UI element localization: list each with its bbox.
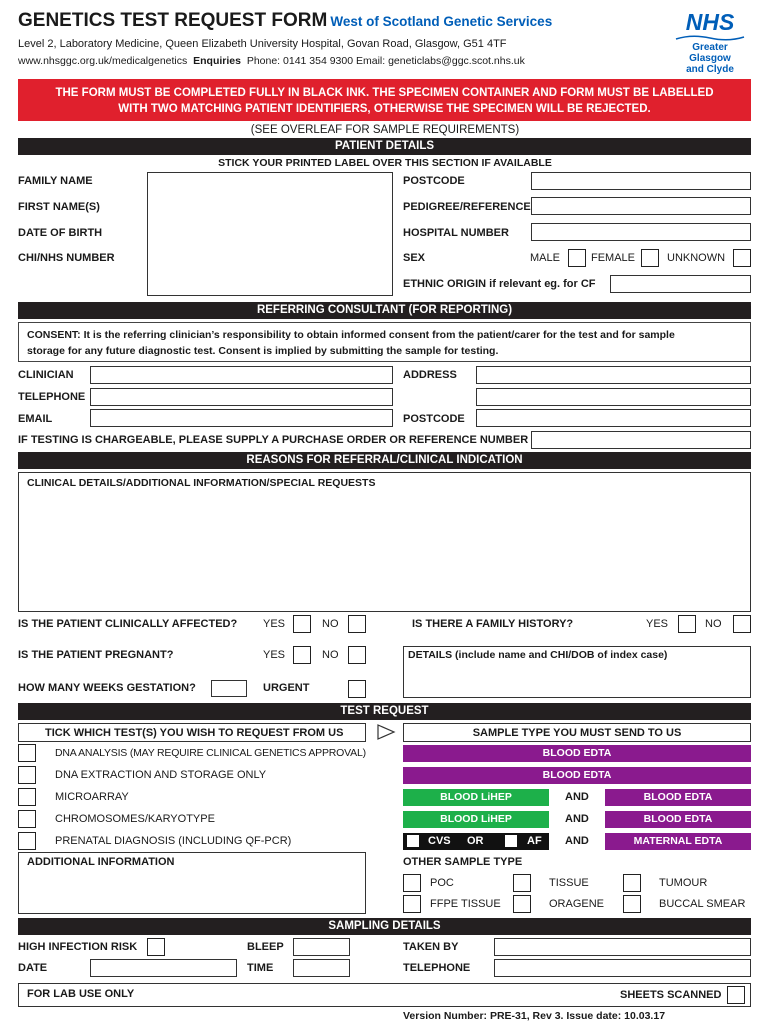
family-history-yes-label: YES bbox=[646, 618, 669, 630]
address-label: ADDRESS bbox=[403, 369, 457, 381]
form-title bbox=[18, 10, 552, 32]
taken-by-field[interactable] bbox=[494, 938, 751, 956]
tumour-label: TUMOUR bbox=[659, 877, 708, 889]
test-request-bar: TEST REQUEST bbox=[18, 703, 751, 720]
af-label: AF bbox=[527, 835, 542, 847]
ffpe-label: FFPE TISSUE bbox=[430, 898, 501, 910]
email-label: EMAIL bbox=[18, 413, 53, 425]
time-label: TIME bbox=[247, 962, 274, 974]
ffpe-checkbox[interactable] bbox=[403, 895, 421, 913]
warning-line1: THE FORM MUST BE COMPLETED FULLY IN BLACK INK. THE SPECIMEN CONTAINER AND FORM MUST BE LABELLED bbox=[55, 87, 714, 99]
affected-yes-label: YES bbox=[263, 618, 286, 630]
sampling-telephone-field[interactable] bbox=[494, 959, 751, 977]
address-field-2[interactable] bbox=[476, 388, 751, 406]
version-footer: Version Number: PRE-31, Rev 3. Issue date: 10.03.17 bbox=[403, 1010, 666, 1022]
high-risk-checkbox[interactable] bbox=[147, 938, 165, 956]
tick-tests-label: TICK WHICH TEST(S) YOU WISH TO REQUEST FROM US bbox=[45, 727, 344, 739]
chromosomes-checkbox[interactable] bbox=[18, 810, 36, 828]
consent-line1: CONSENT: It is the referring clinician’s responsibility to obtain informed consent from the patient/carer for the test and for sample bbox=[27, 329, 675, 341]
hospital-number-field[interactable] bbox=[531, 223, 751, 241]
clinician-label: CLINICIAN bbox=[18, 369, 74, 381]
consent-line2: storage for any future diagnostic test. Consent is implied by submitting the sample for testing. bbox=[27, 345, 499, 357]
nhs-logo-text: NHS bbox=[685, 9, 735, 35]
sheets-scanned-label: SHEETS SCANNED bbox=[620, 989, 722, 1001]
patient-postcode-label: POSTCODE bbox=[403, 175, 465, 187]
microarray-and: AND bbox=[565, 791, 589, 803]
dna-analysis-sample: BLOOD EDTA bbox=[403, 745, 751, 762]
additional-info-label: ADDITIONAL INFORMATION bbox=[27, 856, 175, 868]
unknown-label: UNKNOWN bbox=[667, 252, 726, 264]
pedigree-label: PEDIGREE/REFERENCE bbox=[403, 201, 531, 213]
pregnant-yes-checkbox[interactable] bbox=[293, 646, 311, 664]
reasons-bar: REASONS FOR REFERRAL/CLINICAL INDICATION bbox=[18, 452, 751, 469]
family-history-label: IS THERE A FAMILY HISTORY? bbox=[412, 618, 574, 630]
family-history-no-checkbox[interactable] bbox=[733, 615, 751, 633]
affected-no-checkbox[interactable] bbox=[348, 615, 366, 633]
microarray-checkbox[interactable] bbox=[18, 788, 36, 806]
urgent-checkbox[interactable] bbox=[348, 680, 366, 698]
high-risk-label: HIGH INFECTION RISK bbox=[18, 941, 138, 953]
telephone-field[interactable] bbox=[90, 388, 393, 406]
address-line: Level 2, Laboratory Medicine, Queen Elizabeth University Hospital, Govan Road, Glasgow, G51 4TF bbox=[18, 38, 507, 50]
poc-checkbox[interactable] bbox=[403, 874, 421, 892]
chromosomes-sample-lihep: BLOOD LiHEP bbox=[403, 811, 549, 828]
arrow-right-icon bbox=[376, 723, 396, 741]
or-label: OR bbox=[467, 835, 484, 847]
prenatal-label: PRENATAL DIAGNOSIS (INCLUDING QF-PCR) bbox=[55, 835, 292, 847]
time-field[interactable] bbox=[293, 959, 350, 977]
male-checkbox[interactable] bbox=[568, 249, 586, 267]
title: GENETICS TEST REQUEST FORM bbox=[18, 10, 328, 31]
date-label: DATE bbox=[18, 962, 48, 974]
subtitle: West of Scotland Genetic Services bbox=[330, 14, 553, 29]
bleep-label: BLEEP bbox=[247, 941, 284, 953]
pregnant-no-checkbox[interactable] bbox=[348, 646, 366, 664]
gestation-field[interactable] bbox=[211, 680, 247, 697]
tissue-checkbox[interactable] bbox=[513, 874, 531, 892]
contact-line bbox=[18, 55, 525, 68]
affected-no-label: NO bbox=[322, 618, 339, 630]
gestation-label: HOW MANY WEEKS GESTATION? bbox=[18, 682, 196, 694]
af-checkbox[interactable] bbox=[505, 835, 517, 847]
affected-label: IS THE PATIENT CLINICALLY AFFECTED? bbox=[18, 618, 238, 630]
family-history-no-label: NO bbox=[705, 618, 722, 630]
affected-yes-checkbox[interactable] bbox=[293, 615, 311, 633]
date-field[interactable] bbox=[90, 959, 237, 977]
prenatal-and: AND bbox=[565, 835, 589, 847]
ethnic-origin-field[interactable] bbox=[610, 275, 751, 293]
warning-banner bbox=[18, 79, 751, 121]
buccal-label: BUCCAL SMEAR bbox=[659, 898, 746, 910]
unknown-checkbox[interactable] bbox=[733, 249, 751, 267]
referring-postcode-field[interactable] bbox=[476, 409, 751, 427]
female-checkbox[interactable] bbox=[641, 249, 659, 267]
dna-analysis-label: DNA ANALYSIS (MAY REQUIRE CLINICAL GENETICS APPROVAL) bbox=[55, 747, 366, 759]
dna-analysis-checkbox[interactable] bbox=[18, 744, 36, 762]
hospital-number-label: HOSPITAL NUMBER bbox=[403, 227, 509, 239]
chromosomes-sample-edta: BLOOD EDTA bbox=[605, 811, 751, 828]
warning-line2: WITH TWO MATCHING PATIENT IDENTIFIERS, OTHERWISE THE SPECIMEN WILL BE REJECTED. bbox=[118, 103, 651, 115]
referring-consultant-bar: REFERRING CONSULTANT (FOR REPORTING) bbox=[18, 302, 751, 319]
cvs-label: CVS bbox=[428, 835, 451, 847]
sample-type-label: SAMPLE TYPE YOU MUST SEND TO US bbox=[472, 727, 682, 739]
pedigree-field[interactable] bbox=[531, 197, 751, 215]
patient-postcode-field[interactable] bbox=[531, 172, 751, 190]
consent-box bbox=[18, 322, 751, 362]
sampling-details-bar: SAMPLING DETAILS bbox=[18, 918, 751, 935]
chromosomes-label: CHROMOSOMES/KARYOTYPE bbox=[55, 813, 215, 825]
clinical-details-field[interactable] bbox=[18, 472, 751, 612]
clinical-details-label: CLINICAL DETAILS/ADDITIONAL INFORMATION/SPECIAL REQUESTS bbox=[27, 477, 376, 489]
dna-extraction-checkbox[interactable] bbox=[18, 766, 36, 784]
microarray-sample-lihep: BLOOD LiHEP bbox=[403, 789, 549, 806]
referring-postcode-label: POSTCODE bbox=[403, 413, 465, 425]
pregnant-no-label: NO bbox=[322, 649, 339, 661]
poc-label: POC bbox=[430, 877, 454, 889]
contact: Phone: 0141 354 9300 Email: geneticlabs@ggc.scot.nhs.uk bbox=[246, 55, 525, 67]
microarray-label: MICROARRAY bbox=[55, 791, 129, 803]
chargeable-label: IF TESTING IS CHARGEABLE, PLEASE SUPPLY A PURCHASE ORDER OR REFERENCE NUMBER bbox=[18, 434, 529, 446]
prenatal-checkbox[interactable] bbox=[18, 832, 36, 850]
microarray-sample-edta: BLOOD EDTA bbox=[605, 789, 751, 806]
sampling-telephone-label: TELEPHONE bbox=[403, 962, 471, 974]
taken-by-label: TAKEN BY bbox=[403, 941, 459, 953]
oragene-label: ORAGENE bbox=[549, 898, 605, 910]
website: www.nhsggc.org.uk/medicalgenetics bbox=[18, 55, 188, 67]
telephone-label: TELEPHONE bbox=[18, 391, 86, 403]
address-field-1[interactable] bbox=[476, 366, 751, 384]
pregnant-label: IS THE PATIENT PREGNANT? bbox=[18, 649, 174, 661]
buccal-checkbox[interactable] bbox=[623, 895, 641, 913]
nhs-logo bbox=[670, 9, 750, 75]
female-label: FEMALE bbox=[591, 252, 636, 264]
nhs-logo-sub1: Greater Glasgow bbox=[689, 42, 731, 64]
logo-wave-icon bbox=[674, 34, 746, 42]
nhs-logo-sub2: and Clyde bbox=[686, 64, 734, 75]
chi-label: CHI/NHS NUMBER bbox=[18, 252, 115, 264]
overleaf-note: (SEE OVERLEAF FOR SAMPLE REQUIREMENTS) bbox=[250, 124, 520, 136]
oragene-checkbox[interactable] bbox=[513, 895, 531, 913]
patient-details-bar: PATIENT DETAILS bbox=[18, 138, 751, 155]
email-field[interactable] bbox=[90, 409, 393, 427]
urgent-label: URGENT bbox=[263, 682, 310, 694]
ethnic-origin-label: ETHNIC ORIGIN if relevant eg. for CF bbox=[403, 278, 596, 290]
family-history-yes-checkbox[interactable] bbox=[678, 615, 696, 633]
chromosomes-and: AND bbox=[565, 813, 589, 825]
patient-label-area[interactable] bbox=[147, 172, 393, 296]
enquiries-label: Enquiries bbox=[193, 55, 241, 67]
prenatal-sample-maternal: MATERNAL EDTA bbox=[605, 833, 751, 850]
sheets-scanned-checkbox[interactable] bbox=[727, 986, 745, 1004]
dob-label: DATE OF BIRTH bbox=[18, 227, 103, 239]
male-label: MALE bbox=[530, 252, 560, 264]
purchase-order-field[interactable] bbox=[531, 431, 751, 449]
sex-label: SEX bbox=[403, 252, 426, 264]
cvs-checkbox[interactable] bbox=[407, 835, 419, 847]
tumour-checkbox[interactable] bbox=[623, 874, 641, 892]
family-history-details-label: DETAILS (include name and CHI/DOB of index case) bbox=[408, 649, 668, 661]
sticker-note: STICK YOUR PRINTED LABEL OVER THIS SECTION IF AVAILABLE bbox=[218, 157, 552, 169]
other-sample-label: OTHER SAMPLE TYPE bbox=[403, 856, 523, 868]
family-name-label: FAMILY NAME bbox=[18, 175, 93, 187]
dna-extraction-label: DNA EXTRACTION AND STORAGE ONLY bbox=[55, 769, 267, 781]
tissue-label: TISSUE bbox=[549, 877, 589, 889]
clinician-field[interactable] bbox=[90, 366, 393, 384]
lab-use-label: FOR LAB USE ONLY bbox=[27, 988, 135, 1000]
dna-extraction-sample: BLOOD EDTA bbox=[403, 767, 751, 784]
first-names-label: FIRST NAME(S) bbox=[18, 201, 100, 213]
bleep-field[interactable] bbox=[293, 938, 350, 956]
pregnant-yes-label: YES bbox=[263, 649, 286, 661]
